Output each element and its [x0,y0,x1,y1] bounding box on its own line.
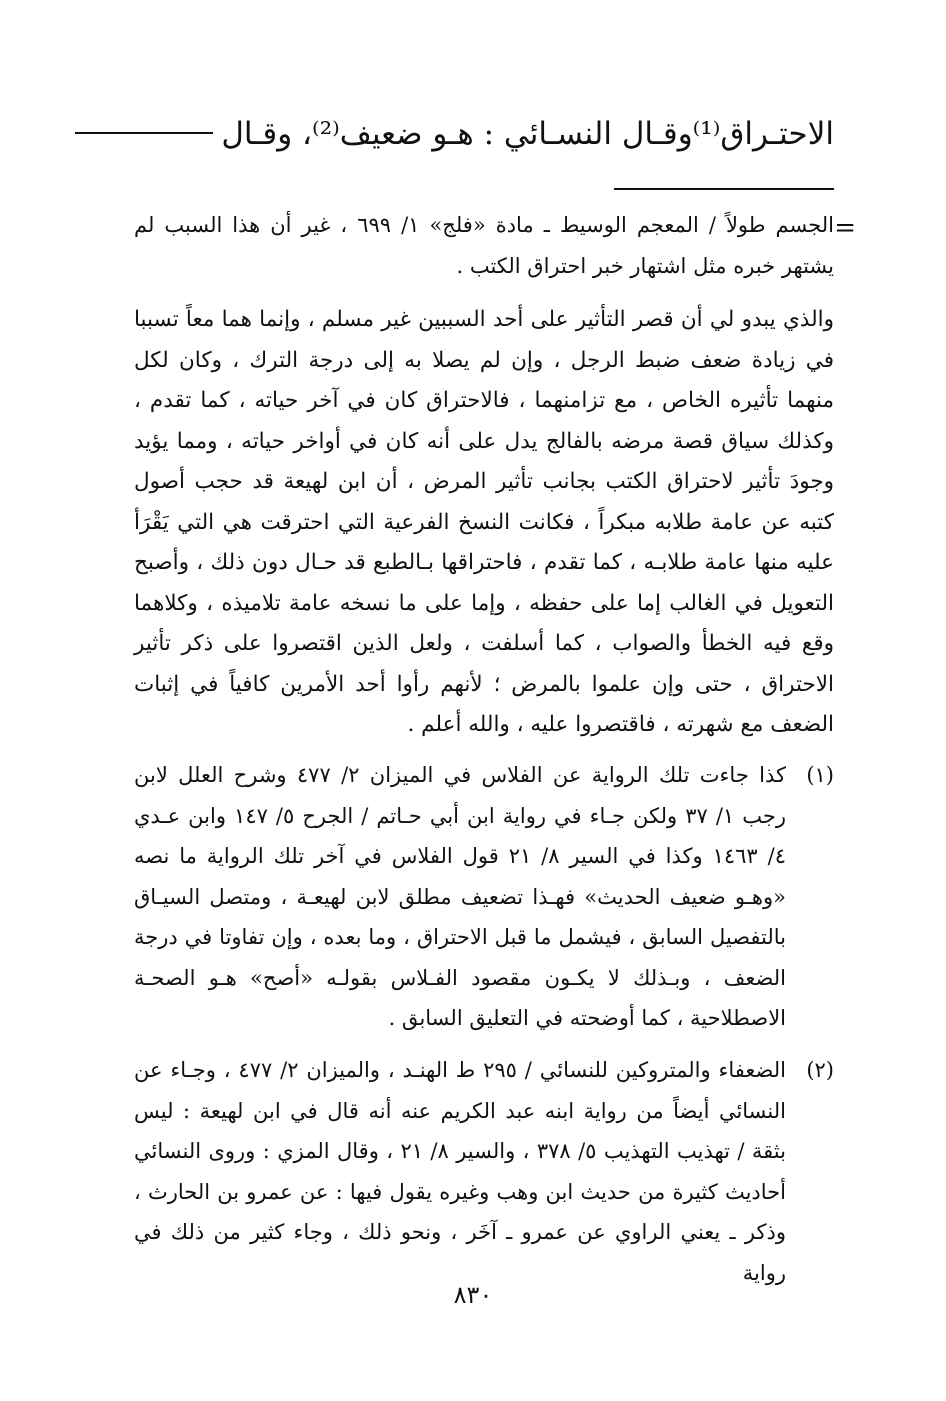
running-head [104,108,834,160]
footnote-1-text: كذا جاءت تلك الرواية عن الفلاس في الميزان ٢/ ٤٧٧ وشرح العلل لابن رجب ١/ ٣٧ ولكن جـاء في رواية ابن أبي حـاتم / الجرح ٥/ ١٤٧ وابن عـدي ٤/ ١٤٦٣ وكذا في السير ٨/ ٢١ قول الفلاس في آخر تلك الرواية ما نصه «وهـو ضعيف الحديث» فهـذا تضعيف مطلق لابن لهيعـة ، ومتصل السيـاق بالتفصيل السابق ، فيشمل ما قبل الاحتراق ، وما بعده ، وإن تفاوتا في درجة الضعف ، وبـذلك لا يكـون مقصود الفـلاس بقولـه «أصح» هـو الصحـة الاصطلاحية ، كما أوضحته في التعليق السابق . [134,763,786,1030]
continuation-marker: = [834,213,856,243]
running-head-text: الاحتـراق⁽¹⁾وقـال النسـائي : هـو ضعيف⁽²⁾، وقـال [221,116,834,152]
running-head-rule [75,132,213,134]
footnote-continuation: الجسم طولاً / المعجم الوسيط ـ مادة «فلج» ١/ ٦٩٩ ، غير أن هذا السبب لم يشتهر خبره مثل اشتهار خبر احتراق الكتب . [134,213,834,278]
footnote-2-text: الضعفاء والمتروكين للنسائي / ٢٩٥ ط الهنـد ، والميزان ٢/ ٤٧٧ ، وجـاء عن النسائي أيضاً من رواية ابنه عبد الكريم عنه أنه قال في ابن لهيعة : ليس بثقة / تهذيب التهذيب ٥/ ٣٧٨ ، والسير ٨/ ٢١ ، وقال المزي : وروى النسائي أحاديث كثيرة من حديث ابن وهب وغيره يقول فيها : عن عمرو بن الحارث ، وذكر ـ يعني الراوي عن عمرو ـ آخَر ، ونحو ذلك ، وجاء كثير من ذلك في رواية [134,1058,786,1285]
footnote-separator [614,188,834,190]
footnote-1-number: (١) [806,763,834,787]
main-paragraph: والذي يبدو لي أن قصر التأثير على أحد السببين غير مسلم ، وإنما هما معاً تسببا في زيادة ضعف ضبط الرجل ، وإن لم يصلا به إلى درجة الترك ، وكان لكل منهما تأثيره الخاص ، مع تزامنهما ، فالاحتراق كان في آخر حياته ، كما تقدم ، وكذلك سياق قصة مرضه بالفالج يدل على أنه كان في أواخر حياته ، ومما يؤيد وجودَ تأثير لاحتراق الكتب بجانب تأثير المرض ، أن ابن لهيعة قد حجب أصول كتبه عن عامة طلابه مبكراً ، فكانت النسخ الفرعية التي احترقت هي التي يَقْرَأ عليه منها عامة طلابـه ، كما تقدم ، فاحتراقها بـالطبع قد حـال دون ذلك ، وأصبح التعويل في الغالب إما على حفظه ، وإما على ما نسخه عامة تلاميذه ، وكلاهما وقع فيه الخطأ والصواب ، كما أسلفت ، ولعل الذين اقتصروا على ذكر تأثير الاحتراق ، حتى وإن علموا بالمرض ؛ لأنهم رأوا أحد الأمرين كافياً في إثبات الضعف مع شهرته ، فاقتصروا عليه ، والله أعلم . [134,307,834,737]
footnote-2-number: (٢) [806,1058,834,1082]
page-number: ٨٣٠ [453,1281,493,1309]
